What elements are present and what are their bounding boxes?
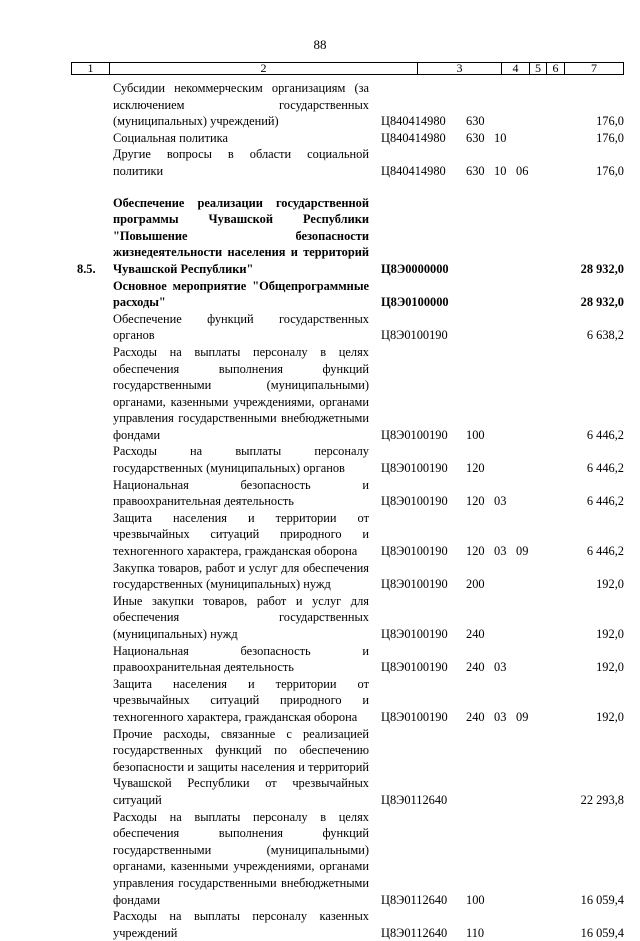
target-code: Ц8Э0100190 [381, 660, 448, 675]
table-row [0, 809, 640, 909]
amount: 6 446,2 [586, 494, 624, 509]
item-name: Расходы на выплаты персоналу в целях обеспечения выполнения функций государственными (муниципальными) органами, казенными учреждениями, органами управления государственными внебюджетными фондами [113, 344, 369, 442]
amount: 16 059,4 [580, 925, 624, 940]
subsection-code: 06 [516, 163, 529, 178]
item-name: Социальная политика [113, 130, 228, 145]
section-code: 10 [494, 130, 507, 145]
expense-type: 630 [466, 163, 485, 178]
expense-type: 240 [466, 627, 485, 641]
table-row [0, 80, 640, 130]
expense-type: 240 [466, 709, 485, 724]
item-name: Другие вопросы в области социальной политики [113, 147, 369, 178]
section-code: 03 [494, 660, 507, 675]
item-name: Обеспечение реализации государственной программы Чувашской Республики "Повышение безопасности жизнедеятельности населения и территорий Чувашской Республики" [113, 195, 369, 276]
item-name: Основное мероприятие "Общепрограммные расходы" [113, 278, 369, 310]
header-col-6: 6 [547, 63, 565, 74]
expense-type: 120 [466, 461, 485, 476]
target-code: Ц840414980 [381, 130, 446, 145]
section-code: 10 [494, 163, 507, 178]
target-code: Ц8Э0112640 [381, 892, 448, 907]
target-code: Ц8Э0112640 [381, 792, 448, 807]
amount: 28 932,0 [580, 261, 624, 276]
expense-type: 240 [466, 660, 485, 675]
target-code: Ц8Э0100190 [381, 577, 448, 592]
table-row [0, 344, 640, 444]
target-code: Ц840414980 [381, 163, 446, 178]
table-row [0, 278, 640, 311]
target-code: Ц8Э0100190 [381, 709, 448, 724]
table-row [0, 676, 640, 726]
table-row [0, 146, 640, 179]
expense-type: 630 [466, 114, 485, 129]
expense-type: 120 [466, 544, 485, 559]
item-name: Защита населения и территории от чрезвычайных ситуаций природного и техногенного характера, гражданская оборона [113, 676, 369, 724]
header-col-3: 3 [418, 63, 502, 74]
header-col-7: 7 [591, 61, 597, 75]
amount: 176,0 [596, 163, 624, 178]
table-row [0, 477, 640, 510]
table-row [0, 195, 640, 278]
subsection-code: 09 [516, 544, 529, 559]
page-number: 88 [313, 37, 327, 52]
item-name: Прочие расходы, связанные с реализацией государственных функций по обеспечению безопасности и защиты населения и территорий Чувашской Республики от чрезвычайных ситуаций [113, 726, 369, 807]
amount: 176,0 [596, 130, 624, 145]
item-name: Национальная безопасность и правоохранительная деятельность [113, 477, 369, 509]
target-code: Ц8Э0100190 [381, 427, 448, 442]
amount: 6 446,2 [586, 427, 624, 442]
section-spacer [0, 180, 640, 195]
target-code: Ц8Э0100190 [381, 494, 448, 509]
amount: 28 932,0 [580, 295, 624, 310]
amount: 6 638,2 [586, 328, 624, 343]
expense-type: 630 [466, 130, 485, 145]
item-name: Расходы на выплаты персоналу государственных (муниципальных) органов [113, 444, 369, 476]
section-code: 03 [494, 544, 507, 559]
target-code: Ц8Э0100190 [381, 328, 448, 343]
header-col-1: 1 [72, 63, 110, 74]
target-code: Ц8Э0100190 [381, 461, 448, 476]
table-row [0, 593, 640, 643]
item-name: Расходы на выплаты персоналу в целях обеспечения выполнения функций государственными (муниципальными) органами, казенными учреждениями, органами управления государственными внебюджетными фондами [113, 809, 369, 907]
table-row [0, 443, 640, 476]
target-code: Ц8Э0000000 [381, 261, 449, 276]
subsection-code: 09 [516, 709, 529, 724]
item-name: Расходы на выплаты персоналу казенных учреждений [113, 909, 369, 940]
table-row [0, 726, 640, 809]
target-code: Ц8Э0100190 [381, 544, 448, 559]
item-name: Защита населения и территории от чрезвычайных ситуаций природного и техногенного характера, гражданская оборона [113, 510, 369, 559]
expense-type: 120 [466, 494, 485, 509]
target-code: Ц8Э0100190 [381, 627, 448, 641]
expense-type: 200 [466, 577, 485, 592]
item-name: Обеспечение функций государственных органов [113, 311, 369, 343]
section-code: 03 [494, 709, 507, 724]
table-header-row [71, 62, 624, 75]
amount: 6 446,2 [586, 461, 624, 476]
item-name: Субсидии некоммерческим организациям (за исключением государственных (муниципальных) учреждений) [113, 81, 369, 129]
budget-table-body [0, 80, 640, 941]
table-row [0, 311, 640, 344]
target-code: Ц840414980 [381, 114, 446, 129]
table-row [0, 908, 640, 941]
item-name: Национальная безопасность и правоохранительная деятельность [113, 643, 369, 675]
amount: 6 446,2 [586, 544, 624, 559]
amount: 192,0 [596, 660, 624, 675]
section-number: 8.5. [77, 261, 96, 276]
expense-type: 110 [466, 925, 485, 940]
amount: 22 293,8 [580, 792, 624, 807]
amount: 192,0 [596, 709, 624, 724]
header-col-5: 5 [530, 63, 547, 74]
target-code: Ц8Э0112640 [381, 925, 448, 940]
section-code: 03 [494, 494, 507, 509]
amount: 176,0 [596, 114, 624, 129]
table-row [0, 643, 640, 676]
item-name: Закупка товаров, работ и услуг для обеспечения государственных (муниципальных) нужд [113, 560, 369, 592]
amount: 16 059,4 [580, 892, 624, 907]
amount: 192,0 [596, 577, 624, 592]
table-row [0, 130, 640, 147]
expense-type: 100 [466, 427, 485, 442]
header-col-2: 2 [110, 63, 418, 74]
amount: 192,0 [596, 627, 624, 641]
table-row [0, 560, 640, 593]
header-col-4: 4 [502, 63, 530, 74]
table-row [0, 510, 640, 560]
item-name: Иные закупки товаров, работ и услуг для обеспечения государственных (муниципальных) нужд [113, 593, 369, 641]
target-code: Ц8Э0100000 [381, 295, 449, 310]
expense-type: 100 [466, 892, 485, 907]
